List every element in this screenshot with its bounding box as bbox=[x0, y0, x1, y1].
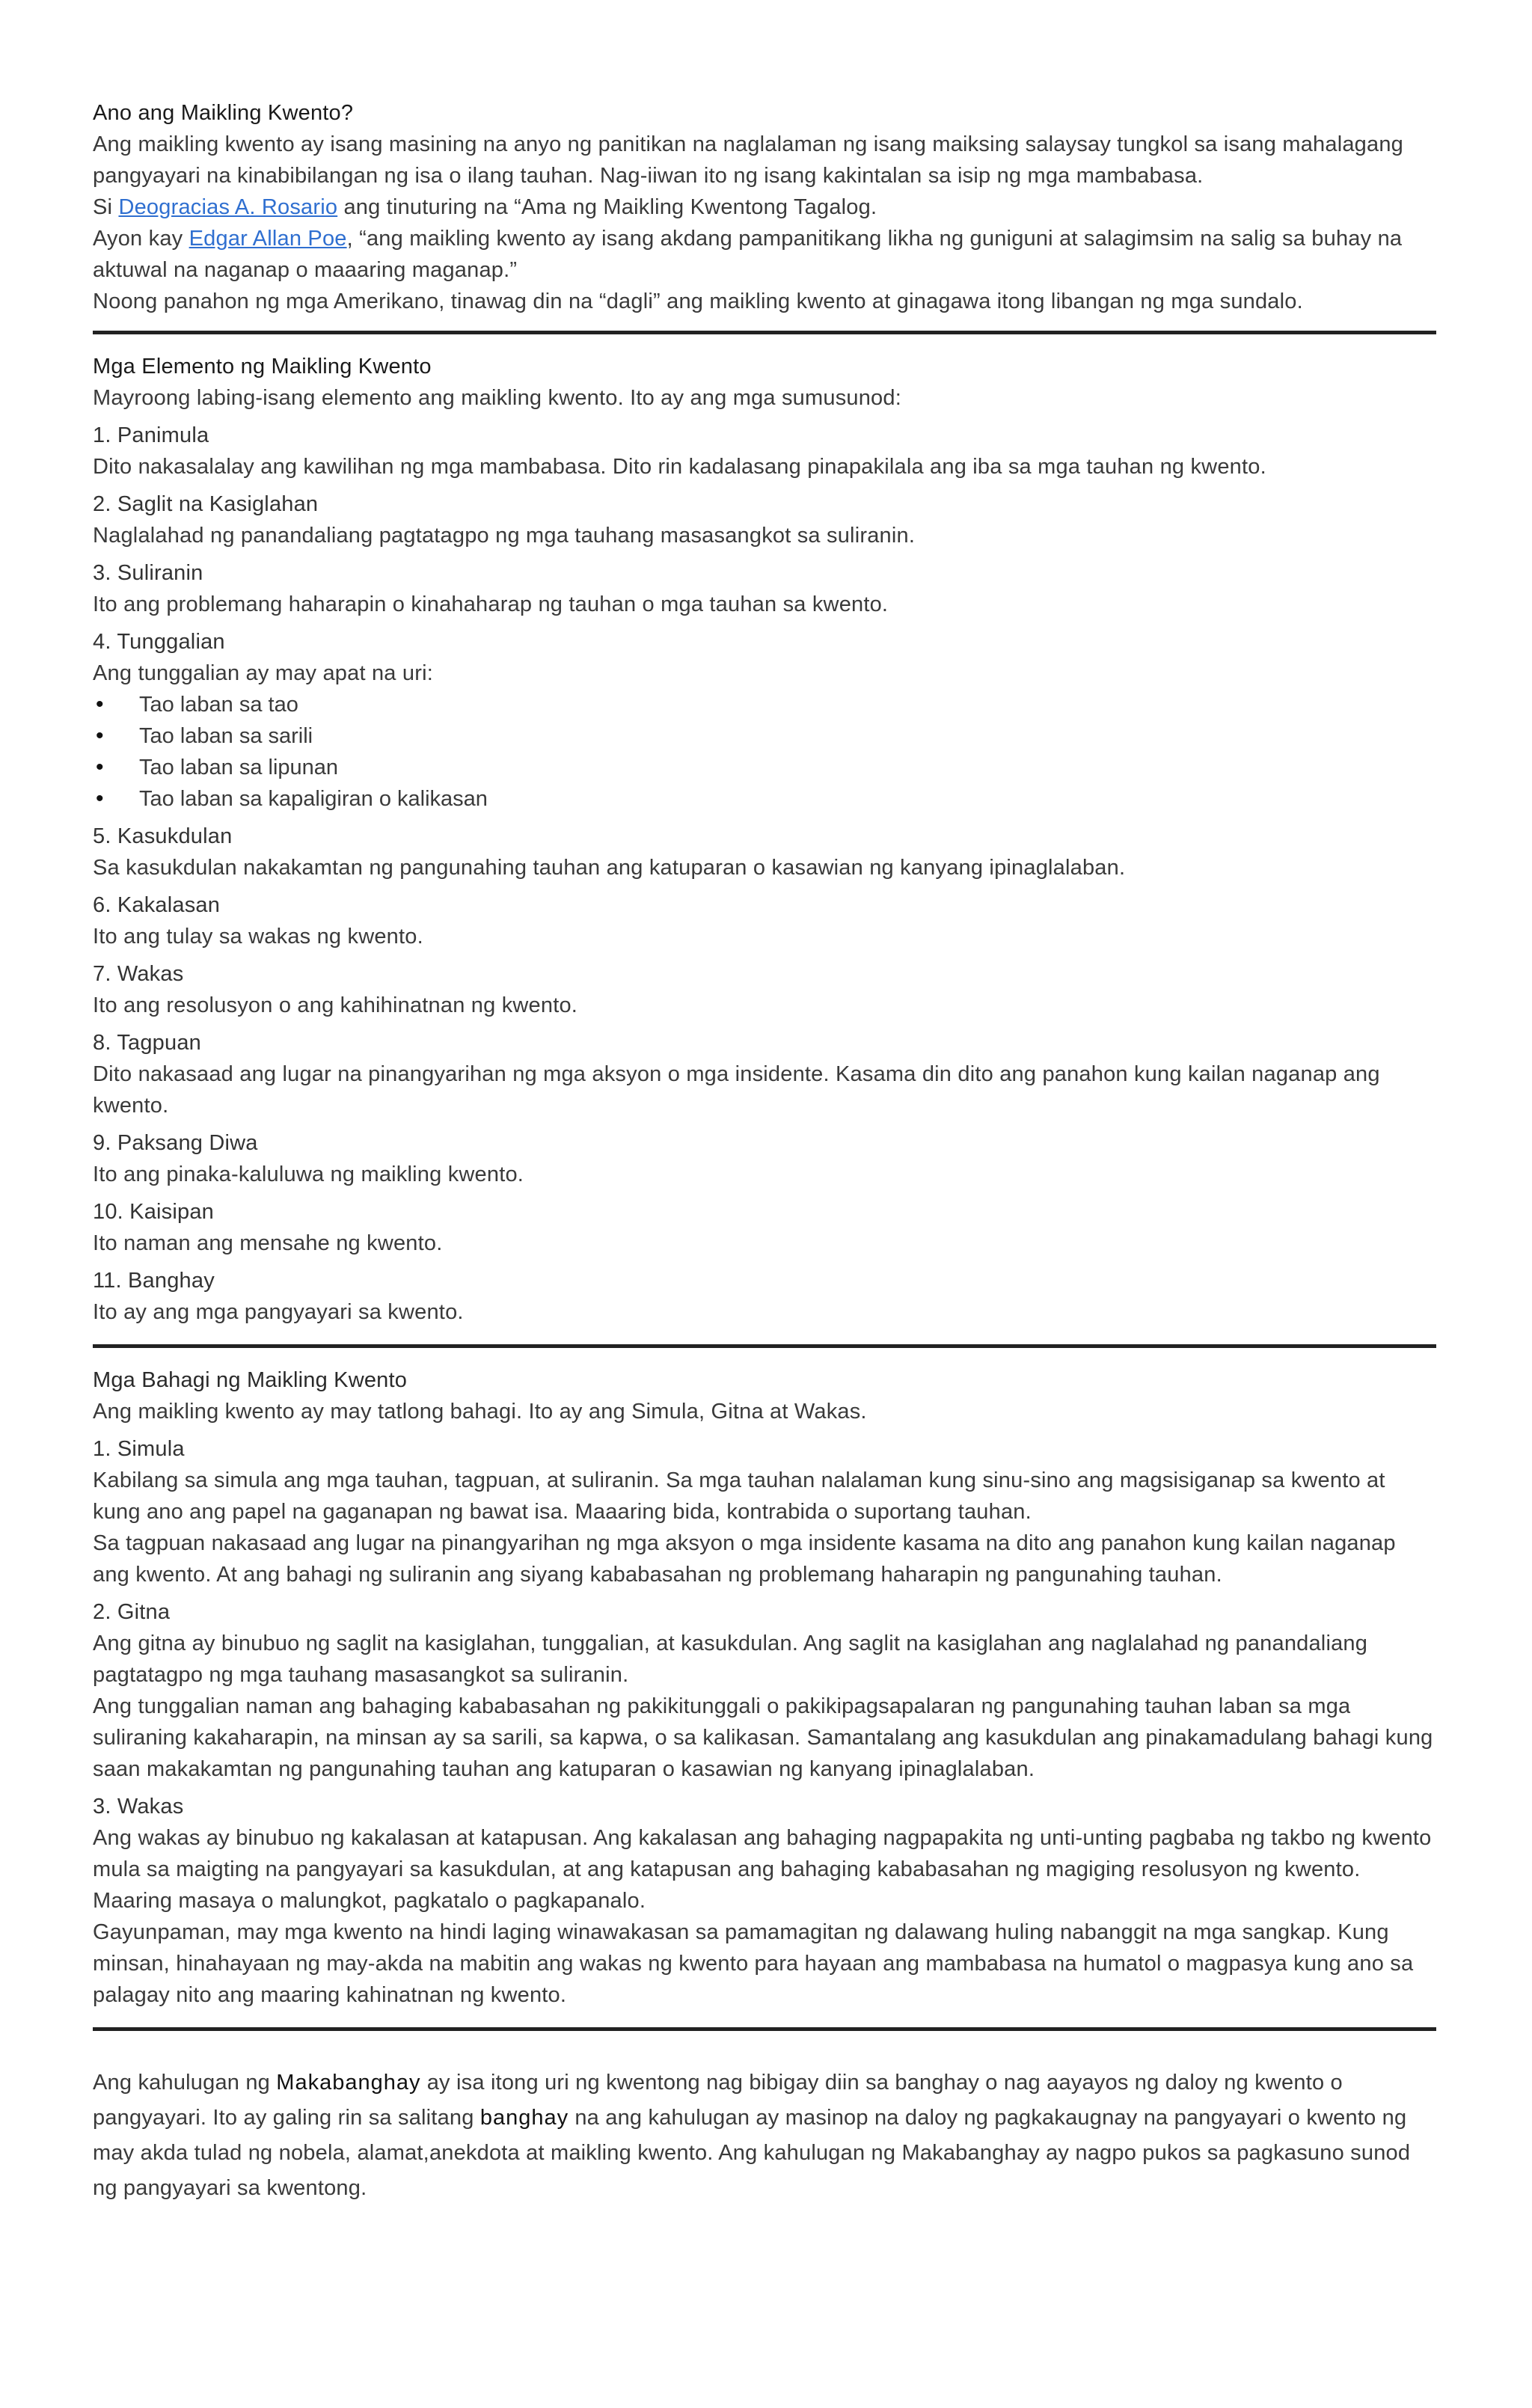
tunggalian-list bbox=[93, 689, 1436, 815]
paragraph: Ang maikling kwento ay may tatlong bahagi. Ito ay ang Simula, Gitna at Wakas. bbox=[93, 1400, 867, 1424]
makabanghay-paragraph: Ang kahulugan ng Makabanghay ay isa itong uri ng kwentong nag bibigay diin sa banghay o nag aayayos ng daloy ng kwento o pangyayari. Ito ay galing rin sa salitang banghay na ang kahulugan ay masinop na daloy ng pagkakaugnay na pangyayari o kwento ng may akda tulad ng nobela, alamat,anekdota at maikling kwento. Ang kahulugan ng Makabanghay ay nagpo pukos sa pagkasuno sunod ng pangyayari sa kwentong. bbox=[93, 2071, 1411, 2200]
part-heading: 3. Wakas bbox=[93, 1795, 184, 1819]
element-heading: 7. Wakas bbox=[93, 962, 184, 986]
element-heading: 8. Tagpuan bbox=[93, 1031, 201, 1055]
element-heading: 11. Banghay bbox=[93, 1269, 215, 1293]
element-desc: Dito nakasaad ang lugar na pinangyarihan ng mga aksyon o mga insidente. Kasama din dito ang panahon kung kailan naganap ang kwento. bbox=[93, 1062, 1380, 1118]
paragraph: Sa tagpuan nakasaad ang lugar na pinangyarihan ng mga aksyon o mga insidente kasama na dito ang panahon kung kailan naganap ang kwento. At ang bahagi ng suliranin ang siyang kababasahan ng problemang haharapin ng pangunahing tauhan. bbox=[93, 1531, 1396, 1587]
paragraph: Ang maikling kwento ay isang masining na anyo ng panitikan na naglalaman ng isang maiksing salaysay tungkol sa isang mahalagang pangyayari na kinabibilangan ng isa o ilang tauhan. Nag-iiwan ito ng isang kakintalan sa isip ng mga mambabasa. bbox=[93, 132, 1403, 188]
list-item: • Tao laban sa kapaligiran o kalikasan bbox=[93, 783, 1436, 815]
element-desc: Ito ang tulay sa wakas ng kwento. bbox=[93, 925, 423, 949]
element-desc: Ito naman ang mensahe ng kwento. bbox=[93, 1231, 443, 1255]
section-title-ano: Ano ang Maikling Kwento? bbox=[93, 101, 354, 125]
element-heading: 10. Kaisipan bbox=[93, 1200, 215, 1224]
element-desc: Naglalahad ng panandaliang pagtatagpo ng mga tauhang masasangkot sa suliranin. bbox=[93, 524, 916, 548]
term-makabanghay: Makabanghay bbox=[276, 2071, 421, 2095]
paragraph: Mayroong labing-isang elemento ang maikling kwento. Ito ay ang mga sumusunod: bbox=[93, 386, 901, 410]
part-heading: 1. Simula bbox=[93, 1437, 185, 1461]
divider bbox=[93, 1344, 1436, 1348]
section-title-bahagi: Mga Bahagi ng Maikling Kwento bbox=[93, 1368, 408, 1392]
element-desc: Ang tunggalian ay may apat na uri: bbox=[93, 661, 433, 685]
divider bbox=[93, 2027, 1436, 2031]
element-heading: 5. Kasukdulan bbox=[93, 824, 233, 848]
element-heading: 1. Panimula bbox=[93, 423, 209, 447]
element-heading: 9. Paksang Diwa bbox=[93, 1131, 258, 1155]
link-edgar-allan-poe[interactable]: Edgar Allan Poe bbox=[189, 227, 347, 251]
paragraph: Ang gitna ay binubuo ng saglit na kasiglahan, tunggalian, at kasukdulan. Ang saglit na kasiglahan ang naglalahad ng panandaliang pagtatagpo ng mga tauhang masasangkot sa suliranin. bbox=[93, 1632, 1368, 1687]
list-item: • Tao laban sa tao bbox=[93, 689, 1436, 720]
element-heading: 3. Suliranin bbox=[93, 561, 203, 585]
document-page bbox=[93, 97, 1436, 2206]
element-heading: 4. Tunggalian bbox=[93, 630, 225, 654]
element-heading: 2. Saglit na Kasiglahan bbox=[93, 492, 319, 516]
element-desc: Ito ang problemang haharapin o kinahaharap ng tauhan o mga tauhan sa kwento. bbox=[93, 592, 889, 616]
part-heading: 2. Gitna bbox=[93, 1600, 171, 1624]
list-item: • Tao laban sa sarili bbox=[93, 720, 1436, 752]
element-desc: Ito ay ang mga pangyayari sa kwento. bbox=[93, 1300, 464, 1324]
section-title-elemento: Mga Elemento ng Maikling Kwento bbox=[93, 355, 432, 379]
element-desc: Dito nakasalalay ang kawilihan ng mga mambabasa. Dito rin kadalasang pinapakilala ang iba sa mga tauhan ng kwento. bbox=[93, 455, 1266, 479]
term-banghay: banghay bbox=[479, 2106, 569, 2130]
element-desc: Ito ang pinaka-kaluluwa ng maikling kwento. bbox=[93, 1162, 524, 1186]
paragraph: Ang wakas ay binubuo ng kakalasan at katapusan. Ang kakalasan ang bahaging nagpapakita ng unti-unting pagbaba ng takbo ng kwento mula sa maigting na pangyayari sa kasukdulan, at ang katapusan ang bahaging kababasahan ng magiging resolusyon ng kwento. Maaring masaya o malungkot, pagkatalo o pagkapanalo. bbox=[93, 1826, 1432, 1913]
element-desc: Sa kasukdulan nakakamtan ng pangunahing tauhan ang katuparan o kasawian ng kanyang ipinaglalaban. bbox=[93, 856, 1126, 880]
paragraph: Kabilang sa simula ang mga tauhan, tagpuan, at suliranin. Sa mga tauhan nalalaman kung sinu-sino ang magsisiganap sa kwento at kung ano ang papel na gaganapan ng bawat isa. Maaaring bida, kontrabida o suportang tauhan. bbox=[93, 1468, 1385, 1524]
paragraph: Gayunpaman, may mga kwento na hindi laging winawakasan sa pamamagitan ng dalawang huling nabanggit na mga sangkap. Kung minsan, hinahayaan ng may-akda na mabitin ang wakas ng kwento para hayaan ang mambabasa na humatol o magpasya kung ano sa palagay nito ang maaring kahinatnan ng kwento. bbox=[93, 1920, 1414, 2007]
link-deogracias-rosario[interactable]: Deogracias A. Rosario bbox=[118, 195, 338, 219]
element-desc: Ito ang resolusyon o ang kahihinatnan ng kwento. bbox=[93, 993, 578, 1017]
paragraph: Ang tunggalian naman ang bahaging kababasahan ng pakikitunggali o pakikipagsapalaran ng pangunahing tauhan laban sa mga suliraning kakaharapin, na minsan ay sa sarili, sa kapwa, o sa kalikasan. Samantalang ang kasukdulan ang pinakamadulang bahagi kung saan makakamtan ng pangunahing tauhan ang katuparan o kasawian ng kanyang ipinaglalaban. bbox=[93, 1694, 1433, 1781]
list-item: • Tao laban sa lipunan bbox=[93, 752, 1436, 783]
element-heading: 6. Kakalasan bbox=[93, 893, 221, 917]
paragraph: Noong panahon ng mga Amerikano, tinawag din na “dagli” ang maikling kwento at ginagawa itong libangan ng mga sundalo. bbox=[93, 289, 1303, 313]
paragraph: Si Deogracias A. Rosario ang tinuturing na “Ama ng Maikling Kwentong Tagalog. bbox=[93, 195, 877, 219]
divider bbox=[93, 331, 1436, 334]
paragraph: Ayon kay Edgar Allan Poe, “ang maikling kwento ay isang akdang pampanitikang likha ng guniguni at salagimsim na salig sa buhay na aktuwal na naganap o maaaring maganap.” bbox=[93, 227, 1403, 282]
